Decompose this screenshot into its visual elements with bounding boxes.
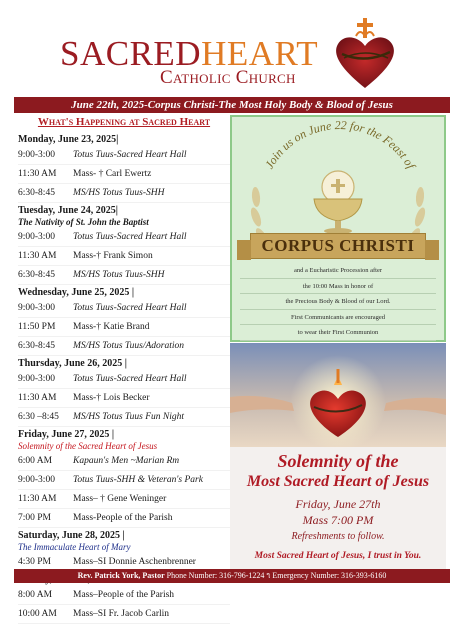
day-heading: Saturday, June 28, 2025 | [18,530,125,541]
day-heading: Tuesday, June 24, 2025| [18,205,118,216]
day-heading: Thursday, June 26, 2025 | [18,358,127,369]
day-heading: Friday, June 27, 2025 | [18,429,115,440]
sacred-heart-flyer [230,343,446,569]
day-note: The Immaculate Heart of Mary [18,542,131,552]
event-name: Mass- † Carl Ewertz [73,169,152,179]
event-time: 10:00 AM [18,609,57,619]
schedule-title: What's Happening at Sacred Heart [37,116,211,128]
day-heading: Monday, June 23, 2025| [18,134,119,145]
event-name: Mass-† Katie Brand [73,322,150,332]
chalice-icon [314,171,362,234]
schedule-row [18,605,230,624]
corpus-line: the 10:00 Mass in honor of [240,279,436,295]
event-name: Totus Tuus-Sacred Heart Hall [73,150,187,160]
event-name: MS/HS Totus Tuus Fun Night [73,412,185,422]
event-time: 7:00 PM [18,513,51,523]
event-name: MS/HS Totus Tuus-SHH [73,188,165,198]
event-name: Mass-† Lois Becker [73,393,150,403]
day-note: The Nativity of St. John the Baptist [18,217,149,227]
schedule-row [18,228,230,247]
schedule-row [18,490,230,509]
sacred-heart-title1: Solemnity of the [277,451,399,471]
schedule-row [18,146,230,165]
event-name: Mass-People of the Parish [73,513,173,523]
event-time: 6:30-8:45 [18,270,55,280]
day-heading: Wednesday, June 25, 2025 | [18,287,135,298]
sacred-heart-logo-icon [330,6,400,92]
event-name: Totus Tuus-Sacred Heart Hall [73,232,187,242]
event-name: MS/HS Totus Tuus/Adoration [73,341,185,351]
corpus-line: and a Eucharistic Procession after [240,263,436,279]
event-time: 9:00-3:00 [18,232,55,242]
emergency-number: Emergency Number: 316-393-6160 [272,571,387,580]
event-name: Mass–SI Donnie Aschenbrenner [73,557,196,567]
corpus-line: to wear their First Communion [240,325,436,341]
event-time: 11:30 AM [18,169,57,179]
event-name: MS/HS Totus Tuus-SHH [73,270,165,280]
schedule-row [18,337,230,356]
schedule-row [18,586,230,605]
event-time: 6:30 –8:45 [18,412,59,422]
event-name: Mass–SI Fr. Jacob Carlin [73,609,170,619]
sacred-heart-mass-time: Mass 7:00 PM [302,513,374,527]
schedule-row [18,247,230,266]
logo-subtitle: Catholic Church [160,67,296,88]
logo-heart: HEART [201,34,319,73]
corpus-line: the Precious Body & Blood of our Lord. [240,294,436,310]
phone-number: Phone Number: 316-796-1224 [166,571,265,580]
schedule-row [18,299,230,318]
event-time: 9:00-3:00 [18,303,55,313]
header [0,0,464,96]
sacred-heart-title2: Most Sacred Heart of Jesus [246,473,430,490]
schedule-row [18,389,230,408]
schedule-row [18,370,230,389]
event-name: Totus Tuus-Sacred Heart Hall [73,374,187,384]
sacred-heart-prayer: Most Sacred Heart of Jesus, I trust in You. [254,551,422,561]
event-time: 6:30-8:45 [18,341,55,351]
schedule-row [18,165,230,184]
schedule-row [18,318,230,337]
schedule-row [18,509,230,528]
event-name: Mass– † Gene Weninger [73,494,167,504]
event-name: Mass-† Frank Simon [73,251,153,261]
weekly-schedule [18,115,230,624]
event-time: 6:30-8:45 [18,188,55,198]
event-name: Kapaun's Men ~Marian Rm [73,456,180,466]
feast-banner: June 22th, 2025-Corpus Christi-The Most Holy Body & Blood of Jesus [14,97,450,113]
day-note: Solemnity of the Sacred Heart of Jesus [18,441,158,451]
sacred-heart-refreshments: Refreshments to follow. [291,531,385,542]
footer-separator: ૧ [266,571,271,580]
schedule-row [18,184,230,203]
corpus-arc-text: Join us on June 22 for the Feast of [262,117,419,172]
event-time: 9:00-3:00 [18,475,55,485]
event-name: Totus Tuus-Sacred Heart Hall [73,303,187,313]
corpus-line: First Communicants are encouraged [240,310,436,326]
logo-sacred: SACRED [60,34,202,73]
event-time: 9:00-3:00 [18,150,55,160]
logo-wordmark [60,36,318,71]
schedule-row [18,452,230,471]
event-time: 11:30 AM [18,494,57,504]
event-time: 8:00 AM [18,590,53,600]
event-name: Totus Tuus-SHH & Veteran's Park [73,475,203,485]
corpus-christi-flyer [230,115,446,342]
schedule-row [18,408,230,427]
pastor-name: Rev. Patrick York, Pastor [77,571,165,580]
sacred-heart-date: Friday, June 27th [295,497,381,511]
corpus-christi-banner: CORPUS CHRISTI [250,233,426,259]
event-time: 11:30 AM [18,393,57,403]
schedule-row [18,471,230,490]
footer-bar [14,569,450,583]
event-time: 11:50 PM [18,322,56,332]
event-time: 11:30 AM [18,251,57,261]
event-name: Mass–People of the Parish [73,590,175,600]
sacred-heart-image [230,343,446,447]
event-time: 4:30 PM [18,557,51,567]
schedule-row [18,266,230,285]
event-time: 6:00 AM [18,456,53,466]
event-time: 9:00-3:00 [18,374,55,384]
